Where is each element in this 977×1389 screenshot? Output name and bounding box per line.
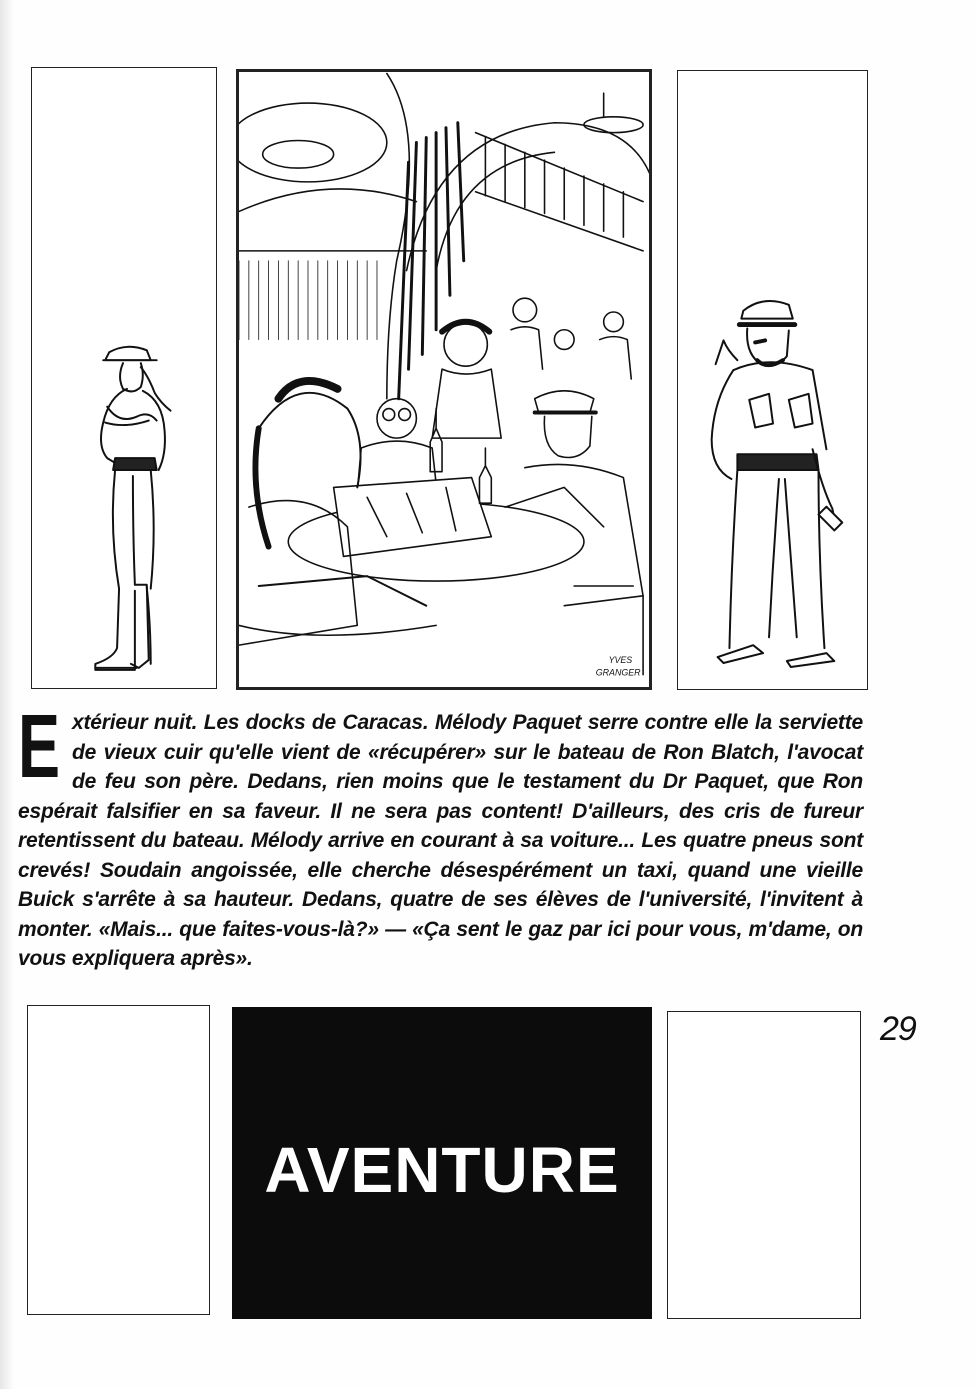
captain-figure-drawing xyxy=(678,71,867,689)
panel-captain-figure xyxy=(677,70,868,690)
drop-cap-letter: E xyxy=(18,697,58,797)
section-title: AVENTURE xyxy=(264,1134,620,1206)
section-title-box xyxy=(232,1007,652,1319)
cafe-scene-drawing xyxy=(239,72,649,687)
panel-woman-figure xyxy=(31,67,217,689)
artist-signature-line2: GRANGER xyxy=(595,667,641,678)
woman-figure-drawing xyxy=(32,68,216,688)
article-body: xtérieur nuit. Les docks de Caracas. Mélody Paquet serre contre elle la serviette de vieux cuir qu'elle vient de «récupérer» sur le bateau de Ron Blatch, l'avocat de feu son père. Dedans, rien moins que le testament du Dr Paquet, que Ron espérait falsifier en sa faveur. Il ne sera pas content! D'ailleurs, des cris de fureur retentissent du bateau. Mélody arrive en courant à sa voiture... Les quatre pneus sont crevés! Soudain angoissée, elle cherche désespérément un taxi, quand une vieille Buick s'arrête à sa hauteur. Dedans, quatre de ses élèves de l'université, l'invitent à monter. «Mais... que faites-vous-là?» — «Ça sent le gaz par ici pour vous, m'dame, on vous expliquera après». xyxy=(18,711,863,970)
page-edge-shadow xyxy=(0,0,14,1389)
page-number: 29 xyxy=(880,1010,916,1048)
panel-cafe-scene xyxy=(236,69,652,690)
article-text xyxy=(18,697,863,974)
bottom-left-empty-frame xyxy=(27,1005,210,1315)
bottom-right-empty-frame xyxy=(667,1011,861,1319)
artist-signature-line1: YVES xyxy=(608,654,633,665)
